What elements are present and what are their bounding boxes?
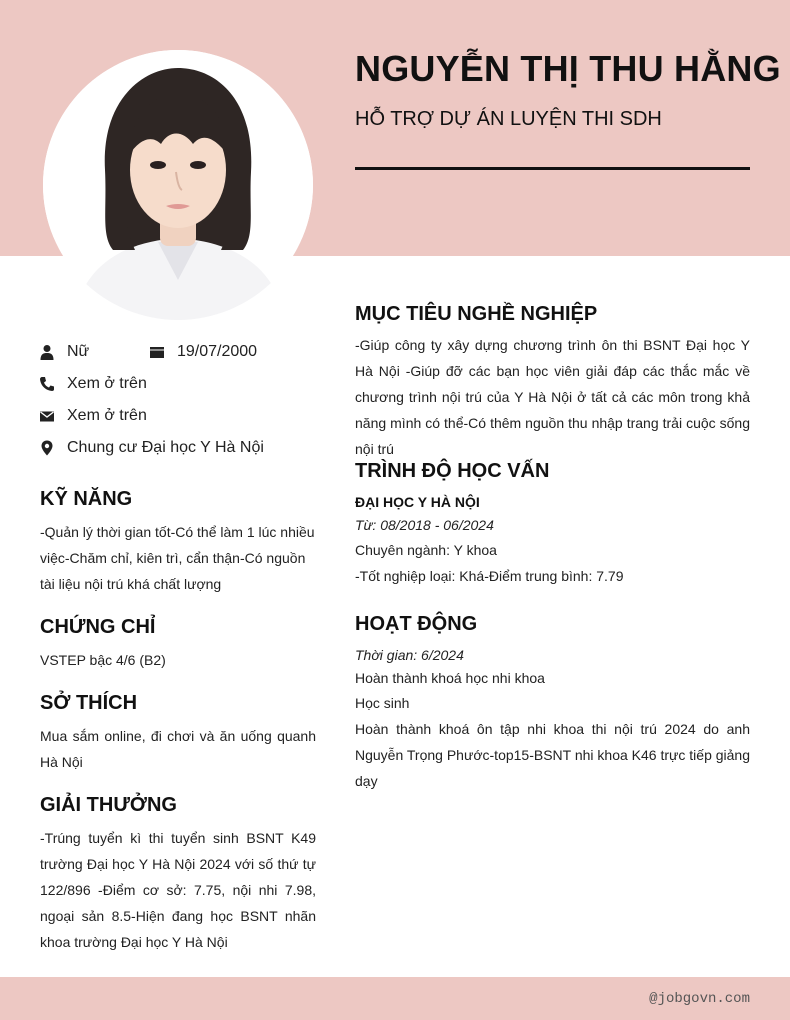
birthdate-value: 19/07/2000	[177, 343, 258, 360]
contact-email	[38, 407, 147, 425]
contact-address	[38, 439, 264, 457]
contact-gender	[38, 343, 89, 361]
certificates-text: VSTEP bậc 4/6 (B2)	[40, 652, 166, 668]
calendar-icon	[148, 343, 166, 361]
hobbies-heading: SỞ THÍCH	[40, 692, 138, 714]
objective-text: -Giúp công ty xây dựng chương trình ôn thi BSNT Đại học Y Hà Nội -Giúp đỡ các bạn học viên giải đáp các thắc mắc về chương trình nội trú của Y Hà Nội ở tất cả các môn trong khả năng mình có thể-Có thêm nguồn thu nhập trang trải cuộc sống nội trú	[355, 337, 750, 457]
footer-brand[interactable]: @jobgovn.com	[649, 991, 750, 1007]
activity-description: Hoàn thành khoá ôn tập nhi khoa thi nội trú 2024 do anh Nguyễn Trọng Phước-top15-BSNT nhi khoa K46 trực tiếp giảng dạy	[355, 721, 750, 789]
profile-photo	[43, 50, 313, 320]
skills-text: -Quản lý thời gian tốt-Có thể làm 1 lúc nhiều việc-Chăm chỉ, kiên trì, cẩn thận-Có nguồn tài liệu nội trú khá chất lượng	[40, 524, 315, 592]
education-result: -Tốt nghiệp loại: Khá-Điểm trung bình: 7.79	[355, 568, 624, 584]
gender-value: Nữ	[67, 343, 90, 360]
education-school: ĐẠI HỌC Y HÀ NỘI	[355, 494, 480, 510]
education-heading: TRÌNH ĐỘ HỌC VẤN	[355, 460, 550, 482]
education-period: Từ: 08/2018 - 06/2024	[355, 517, 494, 533]
contact-birthdate	[148, 343, 257, 361]
address-value: Chung cư Đại học Y Hà Nội	[67, 439, 264, 456]
email-value: Xem ở trên	[67, 407, 147, 424]
awards-text: -Trúng tuyển kì thi tuyển sinh BSNT K49 trường Đại học Y Hà Nội 2024 với số thứ tự 122/896 -Điểm cơ sở: 7.75, nội nhi 7.98, ngoại sản 8.5-Hiện đang học BSNT nhãn khoa trường Đại học Y Hà Nội	[40, 830, 316, 950]
person-icon	[38, 343, 56, 361]
title-divider	[355, 167, 750, 170]
hobbies-text: Mua sắm online, đi chơi và ăn uống quanh Hà Nội	[40, 728, 316, 770]
candidate-name: NGUYỄN THỊ THU HẰNG	[355, 48, 781, 89]
awards-heading: GIẢI THƯỞNG	[40, 794, 177, 816]
map-pin-icon	[38, 439, 56, 457]
activity-role: Học sinh	[355, 695, 410, 711]
activity-title: Hoàn thành khoá học nhi khoa	[355, 670, 545, 686]
phone-value: Xem ở trên	[67, 375, 147, 392]
certificates-heading: CHỨNG CHỈ	[40, 616, 156, 638]
job-title: HỖ TRỢ DỰ ÁN LUYỆN THI SDH	[355, 108, 662, 130]
activity-time: Thời gian: 6/2024	[355, 647, 464, 663]
phone-icon	[38, 375, 56, 393]
objective-heading: MỤC TIÊU NGHỀ NGHIỆP	[355, 303, 598, 325]
education-major: Chuyên ngành: Y khoa	[355, 542, 497, 558]
skills-heading: KỸ NĂNG	[40, 488, 133, 510]
contact-phone	[38, 375, 147, 393]
activities-heading: HOẠT ĐỘNG	[355, 613, 478, 635]
envelope-icon	[38, 407, 56, 425]
